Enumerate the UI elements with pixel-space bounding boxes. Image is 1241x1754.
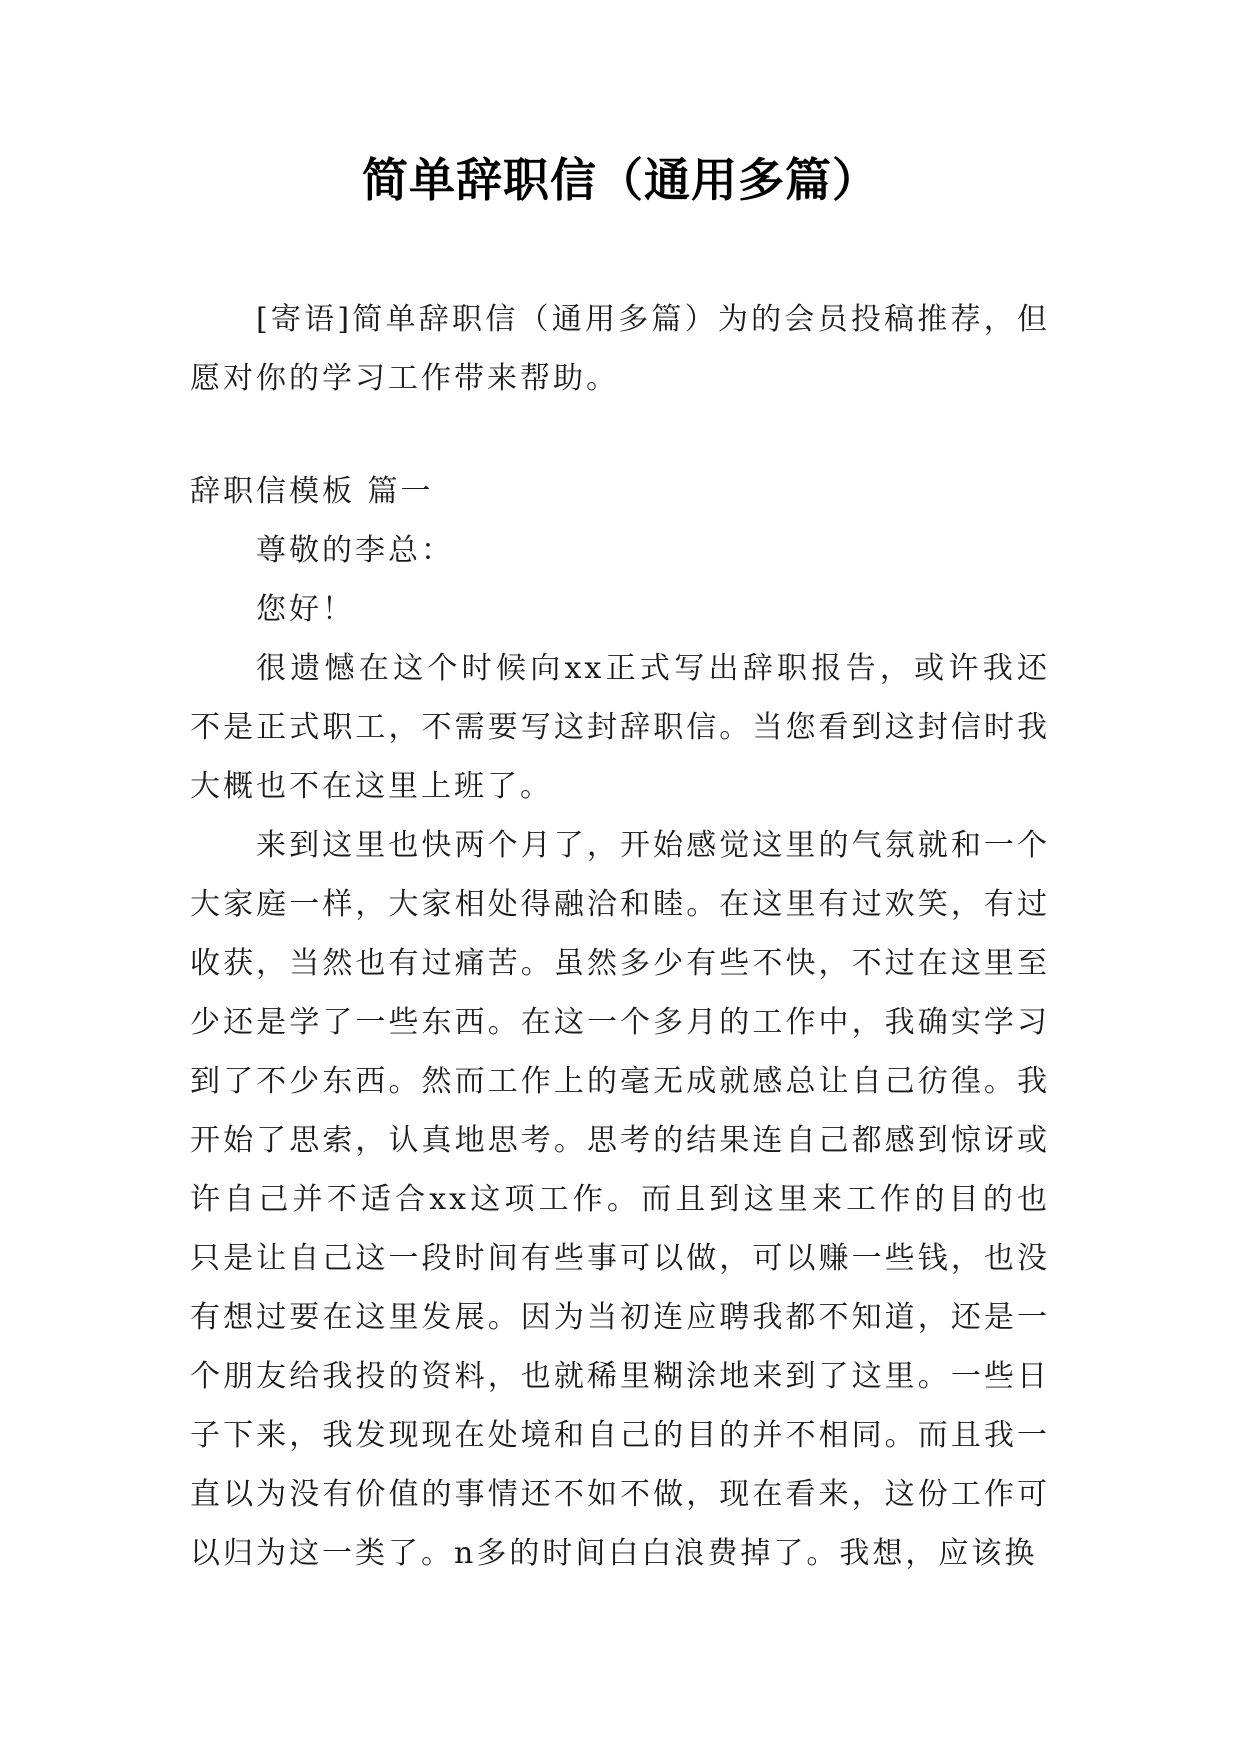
greeting: 您好！ [256, 592, 355, 627]
letter-section [190, 462, 1050, 1583]
document-title: 简单辞职信（通用多篇） [362, 153, 879, 207]
body-paragraph: 来到这里也快两个月了，开始感觉这里的气氛就和一个大家庭一样，大家相处得融洽和睦。在这里有过欢笑，有过收获，当然也有过痛苦。虽然多少有些不快，不过在这里至少还是学了一些东西。在这一个多月的工作中，我确实学习到了不少东西。然而工作上的毫无成就感总让自己彷徨。我开始了思索，认真地思考。思考的结果连自己都感到惊讶或许自己并不适合xx这项工作。而且到这里来工作的目的也只是让自己这一段时间有些事可以做，可以赚一些钱，也没有想过要在这里发展。因为当初连应聘我都不知道，还是一个朋友给我投的资料，也就稀里糊涂地来到了这里。一些日子下来，我发现现在处境和自己的目的并不相同。而且我一直以为没有价值的事情还不如不做，现在看来，这份工作可以归为这一类了。n多的时间白白浪费掉了。我想，应该换 [190, 828, 1050, 1571]
intro-block [190, 290, 1050, 408]
intro-paragraph: [寄语]简单辞职信（通用多篇）为的会员投稿推荐，但愿对你的学习工作带来帮助。 [190, 302, 1050, 396]
section-heading: 辞职信模板 篇一 [190, 474, 434, 509]
body-paragraph: 很遗憾在这个时候向xx正式写出辞职报告，或许我还不是正式职工，不需要写这封辞职信。当您看到这封信时我大概也不在这里上班了。 [190, 651, 1050, 804]
salutation: 尊敬的李总： [256, 533, 454, 568]
